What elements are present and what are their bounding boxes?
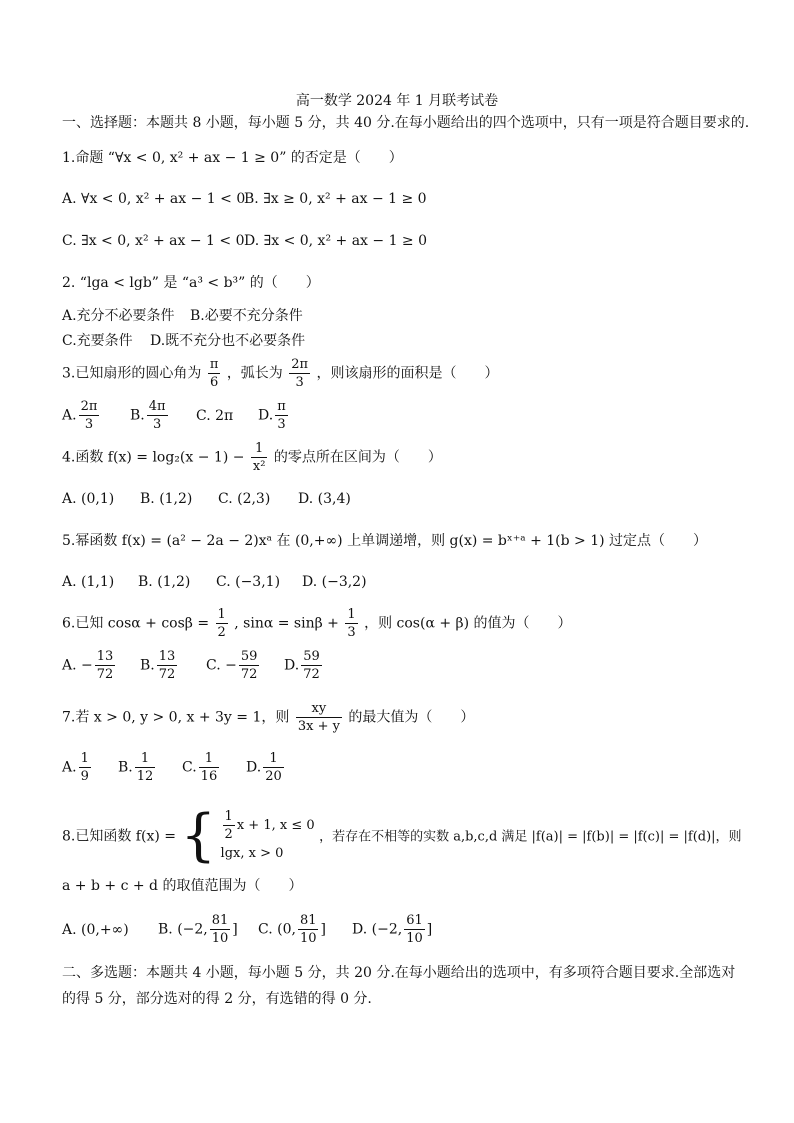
q3-pre: 3.已知扇形的圆心角为 bbox=[62, 365, 202, 382]
page-title: 高一数学 2024 年 1 月联考试卷 bbox=[295, 93, 499, 109]
q6-stem: 6.已知 cosα + cosβ = $\frac{1}{2}$ , sinα = sinβ + $\frac{1}{3}$ ，则 cos(α + β) 的值为（ ） bbox=[62, 607, 572, 640]
q2-option-a: A.充分不必要条件 bbox=[62, 308, 175, 324]
q1-option-a: A. ∀x < 0, x² + ax − 1 < 0 bbox=[62, 191, 246, 207]
q6-option-c: C. − $\frac{59}{72}$ bbox=[206, 649, 258, 682]
q6-option-d: D. $\frac{59}{72}$ bbox=[284, 649, 320, 682]
q2-stem: 2. “lga < lgb” 是 “a³ < b³” 的（ ） bbox=[62, 275, 320, 291]
q4-option-c: C. (2,3) bbox=[218, 491, 271, 507]
q2-option-c: C.充要条件 bbox=[62, 333, 133, 349]
q8-option-b: B. (−2, $\frac{81}{10}$ ] bbox=[158, 913, 238, 946]
q5-option-d: D. (−3,2) bbox=[302, 574, 367, 590]
piecewise-brace: { bbox=[180, 803, 217, 869]
q8-option-a: A. (0,+∞) bbox=[62, 922, 129, 938]
q5-option-a: A. (1,1) bbox=[62, 574, 115, 590]
q1-option-c: C. ∃x < 0, x² + ax − 1 < 0 bbox=[62, 233, 245, 249]
q2-option-b: B.必要不充分条件 bbox=[190, 308, 303, 324]
q3-option-b: B. $\frac{4\pi}{3}$ bbox=[130, 399, 166, 432]
q7-option-c: C. $\frac{1}{16}$ bbox=[182, 751, 218, 784]
q3-post: ，则该扇形的面积是（ ） bbox=[316, 365, 499, 382]
q1-option-b: B. ∃x ≥ 0, x² + ax − 1 ≥ 0 bbox=[244, 191, 427, 207]
q4-option-a: A. (0,1) bbox=[62, 491, 115, 507]
q4-fraction: $\frac{1}{\text{x²}}$ bbox=[252, 441, 266, 474]
q7-option-a: A. $\frac{1}{9}$ bbox=[62, 751, 89, 784]
q4-option-b: B. (1,2) bbox=[140, 491, 193, 507]
q7-option-b: B. $\frac{1}{12}$ bbox=[118, 751, 154, 784]
q3-option-a: A. $\frac{2\pi}{3}$ bbox=[62, 399, 98, 432]
section2-heading: 二、多选题：本题共 4 小题，每小题 5 分，共 20 分.在每小题给出的选项中，有多项符合题目要求.全部选对的得 5 分，部分选对的得 2 分，有选错的得 0 分. bbox=[62, 965, 736, 1007]
q3-arc-fraction: $\frac{2\pi}{3}$ bbox=[291, 357, 309, 390]
q8-option-c: C. (0, $\frac{81}{10}$ ] bbox=[258, 913, 326, 946]
q7-stem: 7.若 x > 0, y > 0, x + 3y = 1，则 $\frac{xy}{3x + y}$ 的最大值为（ ） bbox=[62, 701, 475, 734]
q7-option-d: D. $\frac{1}{20}$ bbox=[246, 751, 282, 784]
q3-angle-fraction: $\frac{\pi}{6}$ bbox=[209, 357, 219, 390]
q6-option-b: B. $\frac{13}{72}$ bbox=[140, 649, 176, 682]
q1-option-d: D. ∃x < 0, x² + ax − 1 ≥ 0 bbox=[244, 233, 428, 249]
q8-stem: 8.已知函数 f(x) = { $\frac{1}{2}$ x + 1, x ≤ 0 lgx, x > 0 ，若存在不相等的实数 a,b,c,d 满足 |f(a)| = |f(b)| = |f(c)| = |f(d)|，则 bbox=[62, 803, 742, 869]
q4-option-d: D. (3,4) bbox=[298, 491, 351, 507]
q3-stem bbox=[62, 356, 499, 391]
section1-heading: 一、选择题：本题共 8 小题，每小题 5 分，共 40 分.在每小题给出的四个选项中，只有一项是符合题目要求的. bbox=[62, 115, 750, 131]
q8-option-d: D. (−2, $\frac{61}{10}$ ] bbox=[352, 913, 433, 946]
q8-stem-line2: a + b + c + d 的取值范围为（ ） bbox=[62, 878, 303, 894]
q3-option-c: C. 2π bbox=[196, 408, 234, 424]
q2-option-d: D.既不充分也不必要条件 bbox=[150, 333, 306, 349]
q3-mid: ，弧长为 bbox=[226, 365, 283, 382]
q3-option-d: D. $\frac{\pi}{3}$ bbox=[258, 399, 286, 432]
q5-option-c: C. (−3,1) bbox=[216, 574, 281, 590]
q6-option-a: A. − $\frac{13}{72}$ bbox=[62, 649, 114, 682]
q5-option-b: B. (1,2) bbox=[138, 574, 191, 590]
q1-stem: 1.命题 “∀x < 0, x² + ax − 1 ≥ 0” 的否定是（ ） bbox=[62, 150, 403, 166]
piecewise-cases: $\frac{1}{2}$ x + 1, x ≤ 0 lgx, x > 0 bbox=[220, 809, 315, 861]
q4-stem: 4.函数 f(x) = log₂(x − 1) − $\frac{1}{\text{x²}}$ 的零点所在区间为（ ） bbox=[62, 441, 442, 474]
q5-stem: 5.幂函数 f(x) = (a² − 2a − 2)xᵃ 在 (0,+∞) 上单调递增，则 g(x) = bˣ⁺ᵃ + 1(b > 1) 过定点（ ） bbox=[62, 533, 708, 549]
